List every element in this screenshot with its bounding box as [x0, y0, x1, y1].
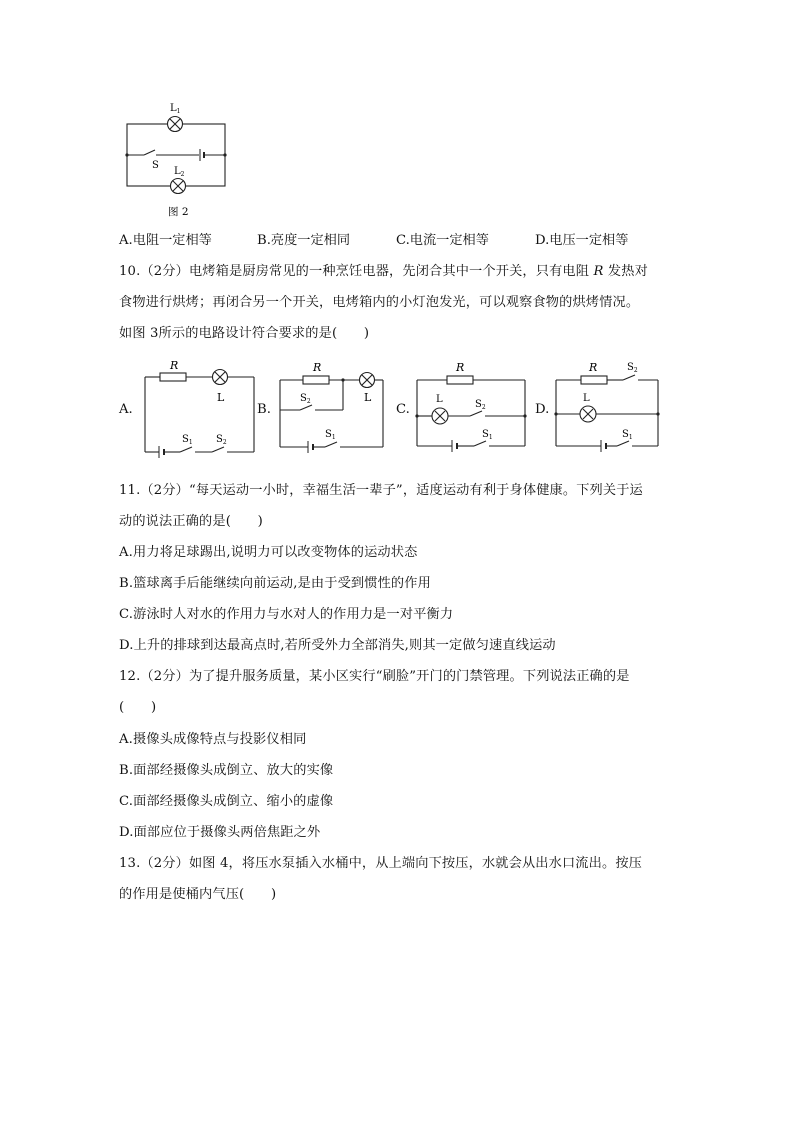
fig2-caption: 图 2: [168, 206, 189, 218]
fig2-label-l2: $L_2$: [174, 166, 185, 178]
q9-option-b: B.亮度一定相同: [257, 233, 351, 248]
q12-stem-line-1: 12.（2分）为了提升服务质量，某小区实行“刷脸”开门的门禁管理。下列说法正确的是: [119, 669, 630, 684]
q10-circuit-d: [551, 358, 666, 458]
circuit-b-label-s1: $S_1$: [325, 429, 336, 441]
q11-stem-line-2: 动的说法正确的是( ): [119, 514, 263, 529]
circuit-d-label-s2: $S_2$: [627, 362, 638, 374]
q10-circuit-b: [275, 358, 390, 458]
circuit-c-label-l: L: [436, 394, 443, 405]
q9-option-d: D.电压一定相等: [535, 233, 629, 248]
q10-option-c-letter: C.: [396, 402, 410, 417]
q10-option-b-letter: B.: [257, 402, 271, 417]
q11-stem-line-1: 11.（2分）“每天运动一小时，幸福生活一辈子”，适度运动有利于身体健康。下列关于运: [119, 483, 643, 498]
circuit-a-label-r: R: [170, 359, 179, 372]
circuit-b-label-s2: $S_2$: [300, 393, 311, 405]
q12-option-a: A.摄像头成像特点与投影仪相同: [119, 732, 307, 747]
q10-option-d-letter: D.: [535, 402, 550, 417]
q13-stem-line-2: 的作用是使桶内气压( ): [119, 887, 277, 902]
q10-stem-line-3: 如图 3所示的电路设计符合要求的是( ): [119, 326, 370, 341]
circuit-c-label-r: R: [456, 361, 465, 374]
q11-option-a: A.用力将足球踢出,说明力可以改变物体的运动状态: [119, 545, 418, 560]
circuit-a-label-s1: $S_1$: [182, 434, 193, 446]
q9-option-a: A.电阻一定相等: [119, 233, 212, 248]
q11-option-d: D.上升的排球到达最高点时,若所受外力全部消失,则其一定做匀速直线运动: [119, 638, 556, 653]
figure-2-circuit: [118, 95, 238, 220]
circuit-c-label-s2: $S_2$: [475, 399, 486, 411]
q11-option-c: C.游泳时人对水的作用力与水对人的作用力是一对平衡力: [119, 607, 454, 622]
q10-circuit-a: [140, 358, 260, 458]
q12-option-d: D.面部应位于摄像头两倍焦距之外: [119, 825, 321, 840]
q9-option-c: C.电流一定相等: [396, 233, 489, 248]
circuit-a-label-s2: $S_2$: [216, 434, 227, 446]
q11-option-b: B.篮球离手后能继续向前运动,是由于受到惯性的作用: [119, 576, 431, 591]
circuit-d-label-s1: $S_1$: [622, 429, 633, 441]
fig2-label-l1: $L_1$: [170, 103, 181, 115]
circuit-d-label-l: L: [583, 393, 590, 404]
circuit-d-label-r: R: [589, 361, 598, 374]
q10-stem-line-2: 食物进行烘烤；再闭合另一个开关，电烤箱内的小灯泡发光，可以观察食物的烘烤情况。: [119, 295, 640, 310]
q12-option-b: B.面部经摄像头成倒立、放大的实像: [119, 763, 334, 778]
q10-option-a-letter: A.: [119, 402, 133, 417]
fig2-label-s: S: [152, 160, 159, 171]
q10-stem-line-1: 10.（2分）电烤箱是厨房常见的一种烹饪电器，先闭合其中一个开关，只有电阻 R 发热对: [119, 264, 648, 279]
q12-stem-line-2: ( ): [119, 700, 157, 715]
q10-circuit-c: [412, 358, 532, 458]
q13-stem-line-1: 13.（2分）如图 4，将压水泵插入水桶中，从上端向下按压，水就会从出水口流出。按压: [119, 856, 642, 871]
circuit-b-label-l: L: [364, 391, 372, 404]
circuit-c-label-s1: $S_1$: [482, 429, 493, 441]
q12-option-c: C.面部经摄像头成倒立、缩小的虚像: [119, 794, 334, 809]
circuit-b-label-r: R: [313, 361, 322, 374]
circuit-a-label-l: L: [217, 391, 225, 404]
